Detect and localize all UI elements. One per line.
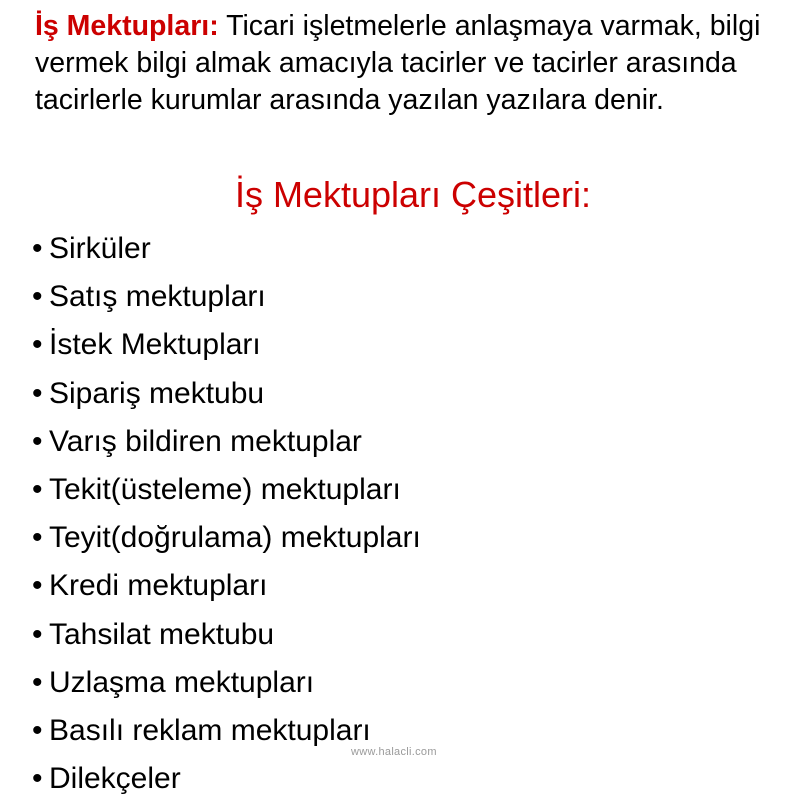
intro-paragraph	[35, 8, 770, 119]
bullet-icon: •	[32, 762, 43, 796]
list-item-label: Sirküler	[49, 232, 151, 265]
list-item	[32, 321, 421, 369]
list-item-label: Uzlaşma mektupları	[49, 665, 315, 699]
list-item	[32, 370, 421, 418]
list-item-label: Tekit(üsteleme) mektupları	[49, 472, 401, 506]
list-item	[32, 611, 421, 659]
bullet-icon: •	[32, 617, 43, 651]
intro-term: İş Mektupları:	[35, 10, 219, 42]
list-item	[32, 273, 421, 321]
bullet-icon: •	[32, 424, 43, 458]
list-item	[32, 755, 421, 803]
list-item-label: Sipariş mektubu	[49, 376, 265, 410]
bullet-icon: •	[32, 376, 43, 410]
list-item-label: Kredi mektupları	[49, 569, 268, 603]
list-item-label: Basılı reklam mektupları	[49, 713, 371, 747]
intro-definition: Ticari işletmelerle anlaşmaya varmak, bilgi vermek bilgi almak amacıyla tacirler ve tacirler arasında tacirlerle kurumlar arasında yazılan yazılara denir.	[35, 10, 761, 116]
bullet-icon: •	[32, 521, 43, 555]
list-item	[32, 466, 421, 514]
bullet-icon: •	[32, 472, 43, 506]
list-item	[32, 418, 421, 466]
list-item-label: Teyit(doğrulama) mektupları	[49, 521, 421, 555]
list-item-label: Satış mektupları	[49, 280, 266, 314]
bullet-icon: •	[32, 328, 43, 362]
bullet-icon: •	[32, 232, 43, 265]
list-item	[32, 659, 421, 707]
list-item	[32, 514, 421, 562]
section-title: İş Mektupları Çeşitleri:	[234, 174, 592, 215]
list-item	[32, 562, 421, 610]
bullet-icon: •	[32, 713, 43, 747]
list-item-label: Varış bildiren mektuplar	[49, 424, 362, 458]
list-item-label: Tahsilat mektubu	[49, 617, 275, 651]
bullet-icon: •	[32, 569, 43, 603]
bullet-icon: •	[32, 665, 43, 699]
list-item-label: Dilekçeler	[49, 762, 181, 796]
watermark: www.halacli.com	[351, 746, 437, 758]
bullet-icon: •	[32, 280, 43, 314]
letter-types-list	[32, 225, 421, 803]
list-item-label: İstek Mektupları	[49, 328, 261, 362]
list-item	[32, 225, 421, 273]
